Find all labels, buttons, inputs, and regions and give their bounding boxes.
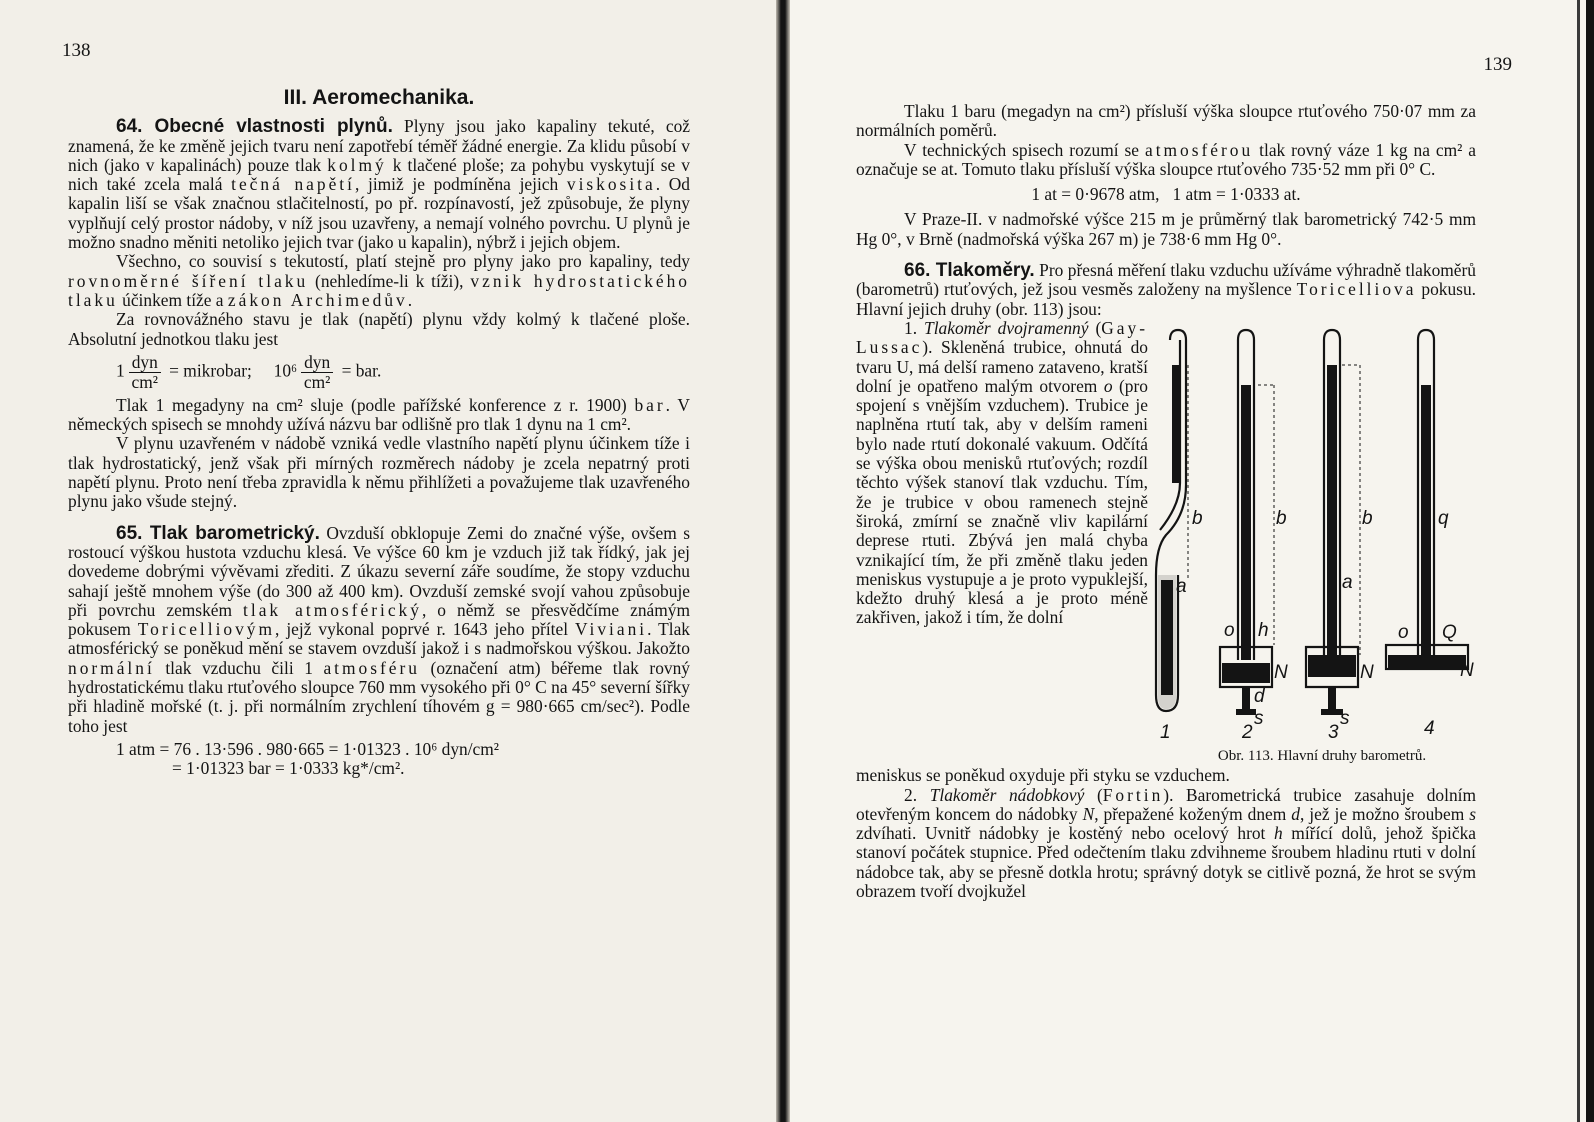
label-a: a (1176, 575, 1187, 597)
right-paragraph-2: V technických spisech rozumí se atmosférou tlak rovný váze 1 kg na cm² a označuje se at. Tomuto tlaku přísluší výška sloupce rtuťového 735·52 mm při 0° C. (856, 139, 1476, 179)
figure-labels (1148, 325, 1476, 745)
section-64-paragraph-2: Všechno, co souvisí s tekutostí, platí stejně pro plyny jako pro kapaliny, tedy rovnoměrné šíření tlaku (nehledíme-li k tíži), vznik hydrostatického tlaku účinkem tíže a zákon Archimedův. (68, 251, 690, 310)
section-65-heading: 65. Tlak barometrický. (116, 522, 320, 544)
section-64-paragraph-5: V plynu uzavřeném v nádobě vzniká vedle vlastního napětí plynu účinkem tíže i tlak hydrostatický, jenž však při mírných rozměrech nádoby je zcela nepatrný proti napětí plynu. Proto není třeba zpravidla k němu přihlížeti a považujeme tlak uzavřeného plynu jako všude stejný. (68, 433, 690, 512)
label-N1: N (1274, 661, 1288, 683)
chapter-title: III. Aeromechanika. (283, 86, 475, 109)
label-h: h (1258, 619, 1269, 641)
label-b3: b (1362, 507, 1373, 529)
item-1-continuation: meniskus se poněkud oxyduje při styku se vzduchem. (856, 765, 1230, 786)
label-o4: o (1398, 621, 1409, 643)
figure-caption: Obr. 113. Hlavní druhy barometrů. (1217, 747, 1427, 764)
figure-wrap-area (856, 319, 1476, 766)
label-N2: N (1360, 661, 1374, 683)
section-64-paragraph-4: Tlak 1 megadyny na cm² sluje (podle pařížské konference z r. 1900) bar. V německých spisech se mnohdy užívá názvu bar odlišně pro tlak 1 dynu na 1 cm². (68, 394, 690, 435)
formula-at-atm: 1 at = 0·9678 atm, 1 atm = 1·0333 at. (1031, 184, 1301, 205)
item-2-text: 2. Tlakoměr nádobkový (Fortin). Barometrická trubice zasahuje dolním otevřeným koncem do nádobky N, přepažené koženým dnem d, jež je možno šroubem s zdvíhati. Uvnitř nádobky je kostěný nebo ocelový hrot h mířící dolů, jehož špička stanoví počátek stupnice. Před odečtením tlaku zdvihneme šroubem hladinu rtuti v dolní nádobce tak, aby se přesně dotkla hrotu; správný dotyk se citlivě pozná, že hrot se svým obrazem tvoří dvojkužel (856, 784, 1477, 902)
section-66-paragraph-1: 66. Tlakoměry. Pro přesná měření tlaku vzduchu užíváme výhradně tlakoměrů (barometrů) rtuťových, jež jsou vesměs založeny na myšlence Toricelliova pokusu. Hlavní jejich druhy (obr. 113) jsou: (856, 260, 1476, 319)
section-66-heading: 66. Tlakoměry. (904, 260, 1035, 282)
label-num-2: 2 (1242, 721, 1253, 743)
label-num-4: 4 (1424, 717, 1435, 739)
label-o1: o (1224, 619, 1235, 641)
formula-atm-line-1: 1 atm = 76 . 13·596 . 980·665 = 1·01323 . 10⁶ dyn/cm² (116, 738, 500, 759)
book-gutter (776, 0, 790, 1122)
left-page-text (68, 88, 690, 783)
formula-atm-line-2: = 1·01323 bar = 1·0333 kg*/cm². (172, 758, 405, 779)
label-Q: Q (1442, 621, 1457, 643)
left-page (0, 0, 780, 1122)
item-1-text: 1. Tlakoměr dvojramenný (Gay-Lussac). Skleněná trubice, ohnutá do tvaru U, má delší rameno zataveno, kratší dolní je opatřeno malým otvorem o (pro spojení s vnějším vzduchem). Trubice je naplněna rtutí tak, aby v delším rameni bylo nade rtutí dokonalé vakuum. Odčítá se výška obou menisků rtuťových; rozdíl těchto výšek stanoví tlak vzduchu. Tím, že je trubice v obou ramenech stejně široká, zmírní se značně vliv kapilární deprese rtuti. Zbývá jen malá chyba vznikající tím, že při změně tlaku jeden meniskus vystupuje a je proto vypuklejší, kdežto druhý klesá a je proto méně zakřiven, jakož i tím, že dolní (856, 317, 1149, 628)
figure-113 (1148, 325, 1476, 766)
label-s2: s (1340, 707, 1350, 729)
label-N3: N (1460, 659, 1474, 681)
page-number-right: 139 (1483, 54, 1512, 75)
formula-units: 1 $\frac{\text{dyn}}{\text{cm²}}$ = mikrobar; 10⁶ $\frac{\text{dyn}}{\text{cm²}}$ = bar. (116, 351, 382, 392)
label-b2: b (1276, 507, 1287, 529)
section-64-heading: 64. Obecné vlastnosti plynů. (116, 116, 393, 138)
label-b1: b (1192, 507, 1203, 529)
fraction-2: $\frac{\text{dyn}}{\text{cm²}}$ (301, 353, 333, 392)
label-num-1: 1 (1160, 721, 1171, 743)
fraction-1: $\frac{\text{dyn}}{\text{cm²}}$ (129, 353, 161, 392)
label-d: d (1254, 685, 1265, 707)
label-s1: s (1254, 707, 1264, 729)
label-a3: a (1342, 571, 1353, 593)
right-paragraph-1: Tlaku 1 baru (megadyn na cm²) přísluší výška sloupce rtuťového 750·07 mm za normálních poměrů. (856, 101, 1476, 141)
section-65-paragraph-1: 65. Tlak barometrický. Ovzduší obklopuje Zemi do značné výše, ovšem s rostoucí výškou hustota vzduchu klesá. Ve výšce 60 km je vzduch již tak řídký, jak jej dovedeme dobrými vývěvami zřediti. Z úkazu severní záře soudíme, že stopy vzduchu sahají ještě mnohem výše (do 300 až 400 km). Ovzduší zemské svojí vahou způsobuje při povrchu zemském tlak atmosférický, o němž se přesvědčíme známým pokusem Toricelliovým, jejž vykonal poprvé r. 1643 jeho přítel Viviani. Tlak atmosférický se poněkud mění se stavem ovzduší jakož i s nadmořskou výškou. Jakožto normální tlak vzduchu čili 1 atmosféru (označení atm) béřeme tlak rovný hydrostatickému tlaku rtuťového sloupce 760 mm vysokého při 0° C na 45° severní šířky při hladině mořské (t. j. při normálním zrychlení tíhovém g = 980·665 cm/sec²). Podle toho jest (68, 522, 690, 736)
section-64-paragraph-3: Za rovnovážného stavu je tlak (napětí) plynu vždy kolmý k tlačené ploše. Absolutní jednotkou tlaku jest (68, 309, 690, 349)
label-q: q (1438, 507, 1449, 529)
page-number-left: 138 (62, 40, 91, 61)
section-64-paragraph-1: 64. Obecné vlastnosti plynů. Plyny jsou jako kapaliny tekuté, což znamená, že ke změně jejich tvaru není zapotřebí téměř žádné energie. Za klidu působí v nich (jako v kapalinách) pouze tlak kolmý k tlačené ploše; za pohybu vyskytují se v nich také zcela malá tečná napětí, jimiž je podmíněna jejich viskosita. Od kapalin liší se však značnou stlačitelností, po př. rozpínavostí, jež způsobuje, že plyny vyplňují celý prostor nádoby, v níž jsou uzavřeny, a nemají volného povrchu. U plynů je možno snadno měniti netoliko jejich tvar (jako u kapalin), nýbrž i jejich objem. (68, 116, 691, 253)
label-num-3: 3 (1328, 721, 1339, 743)
right-page-text (856, 102, 1476, 901)
right-paragraph-3: V Praze-II. v nadmořské výšce 215 m je průměrný tlak barometrický 742·5 mm Hg 0°, v Brně (nadmořská výška 267 m) je 738·6 mm Hg 0°. (856, 209, 1476, 249)
right-page (790, 0, 1594, 1122)
